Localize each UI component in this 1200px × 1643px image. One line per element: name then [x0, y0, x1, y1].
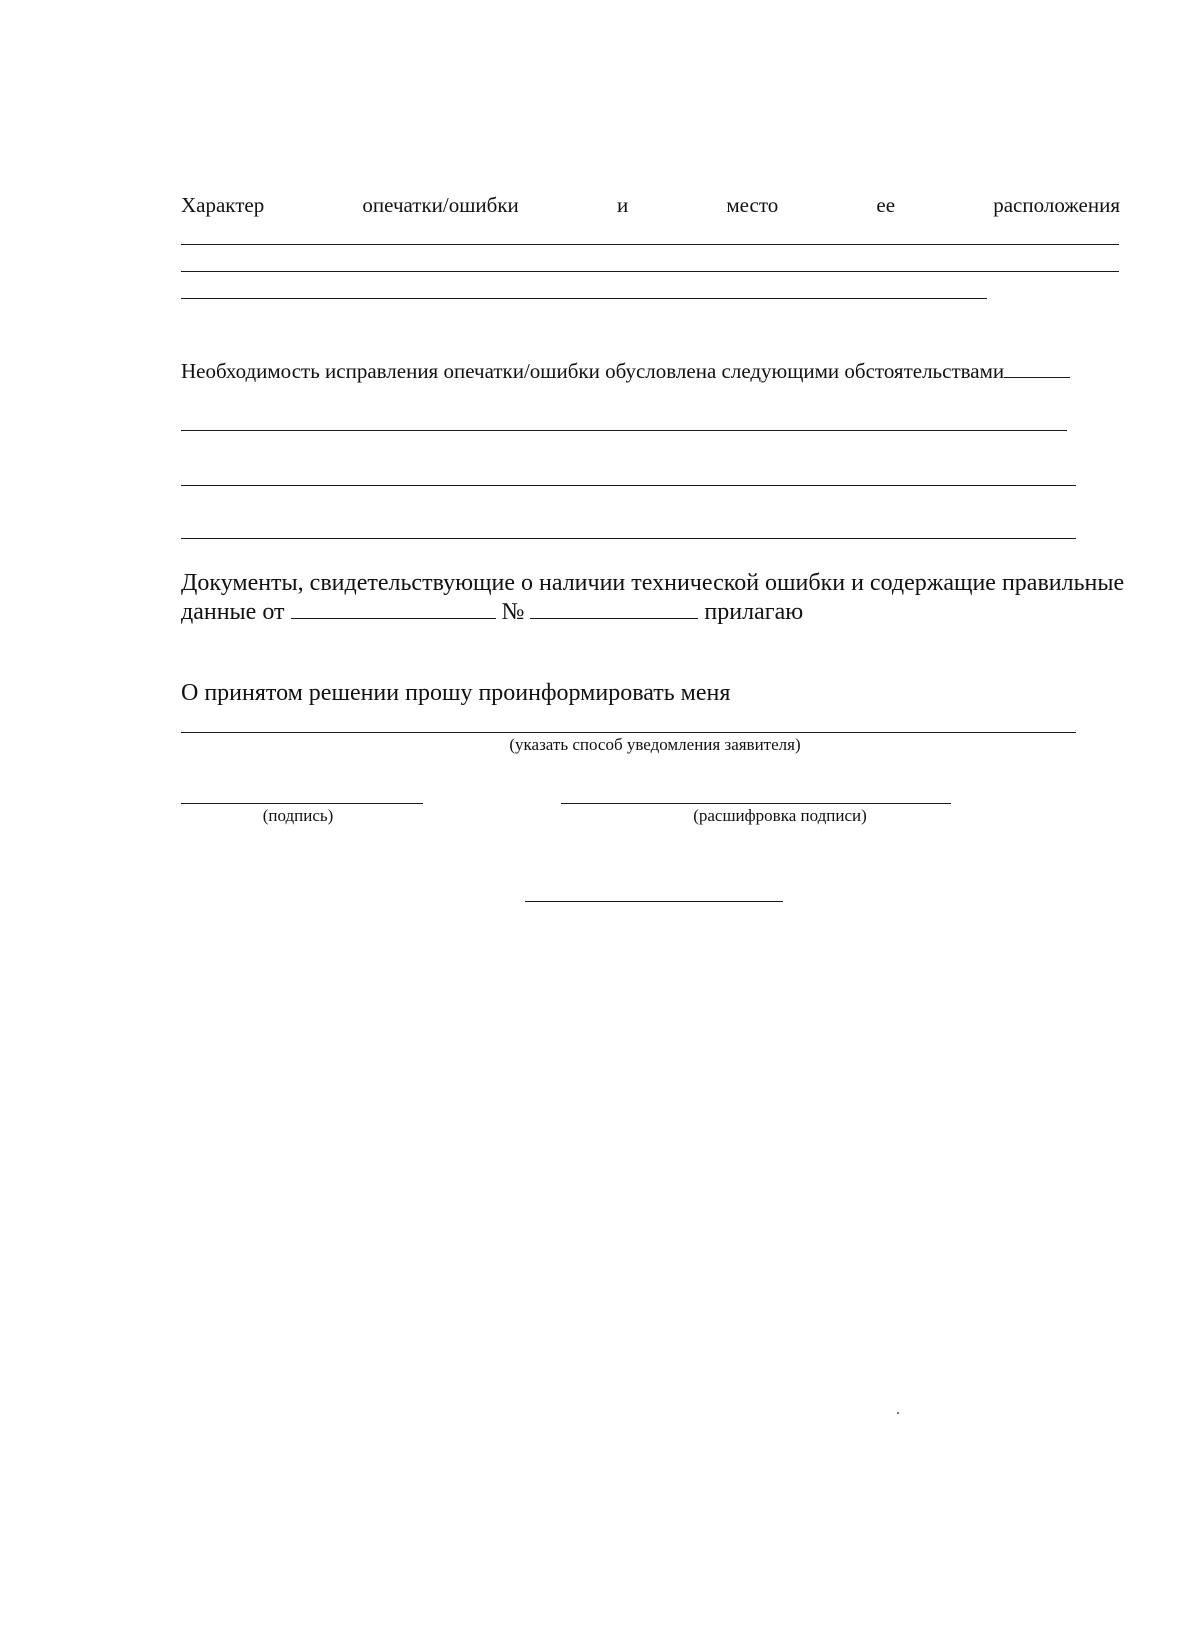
- notify-blank-line[interactable]: [181, 732, 1076, 733]
- error-description-label: [181, 193, 1120, 218]
- reason-blank-line-1[interactable]: [181, 430, 1067, 431]
- documents-prefix: данные от: [181, 599, 285, 625]
- closing-separator-line: [525, 901, 783, 902]
- notify-caption: (указать способ уведомления заявителя): [509, 735, 801, 754]
- signature-decode-caption: (расшифровка подписи): [693, 806, 867, 825]
- error-blank-line-3[interactable]: [181, 298, 987, 299]
- reason-inline-blank[interactable]: [1004, 357, 1070, 378]
- reason-label: [181, 357, 1070, 384]
- error-word-3: и: [616, 193, 629, 217]
- notify-label: О принятом решении прошу проинформировать меня: [181, 680, 731, 706]
- documents-suffix: прилагаю: [704, 599, 804, 625]
- signature-line[interactable]: [181, 803, 423, 804]
- error-blank-line-1[interactable]: [181, 244, 1119, 245]
- scan-dot: [897, 1412, 899, 1414]
- documents-label-line2: [181, 598, 803, 626]
- reason-blank-line-2[interactable]: [181, 485, 1076, 486]
- reason-blank-line-3[interactable]: [181, 538, 1076, 539]
- documents-date-field[interactable]: [291, 598, 496, 619]
- signature-caption: (подпись): [262, 806, 334, 825]
- documents-number-field[interactable]: [530, 598, 698, 619]
- error-word-1: Характер: [181, 193, 265, 217]
- signature-decode-line[interactable]: [561, 803, 951, 804]
- documents-label-line1: Документы, свидетельствующие о наличии технической ошибки и содержащие правильные: [181, 570, 1125, 596]
- documents-number-sign: №: [501, 599, 525, 625]
- error-blank-line-2[interactable]: [181, 271, 1119, 272]
- error-word-6: расположения: [993, 193, 1120, 217]
- error-word-2: опечатки/ошибки: [362, 193, 519, 217]
- error-word-5: ее: [876, 193, 896, 217]
- error-word-4: место: [726, 193, 779, 217]
- reason-label-text: Необходимость исправления опечатки/ошибки обусловлена следующими обстоятельствами: [181, 359, 1005, 383]
